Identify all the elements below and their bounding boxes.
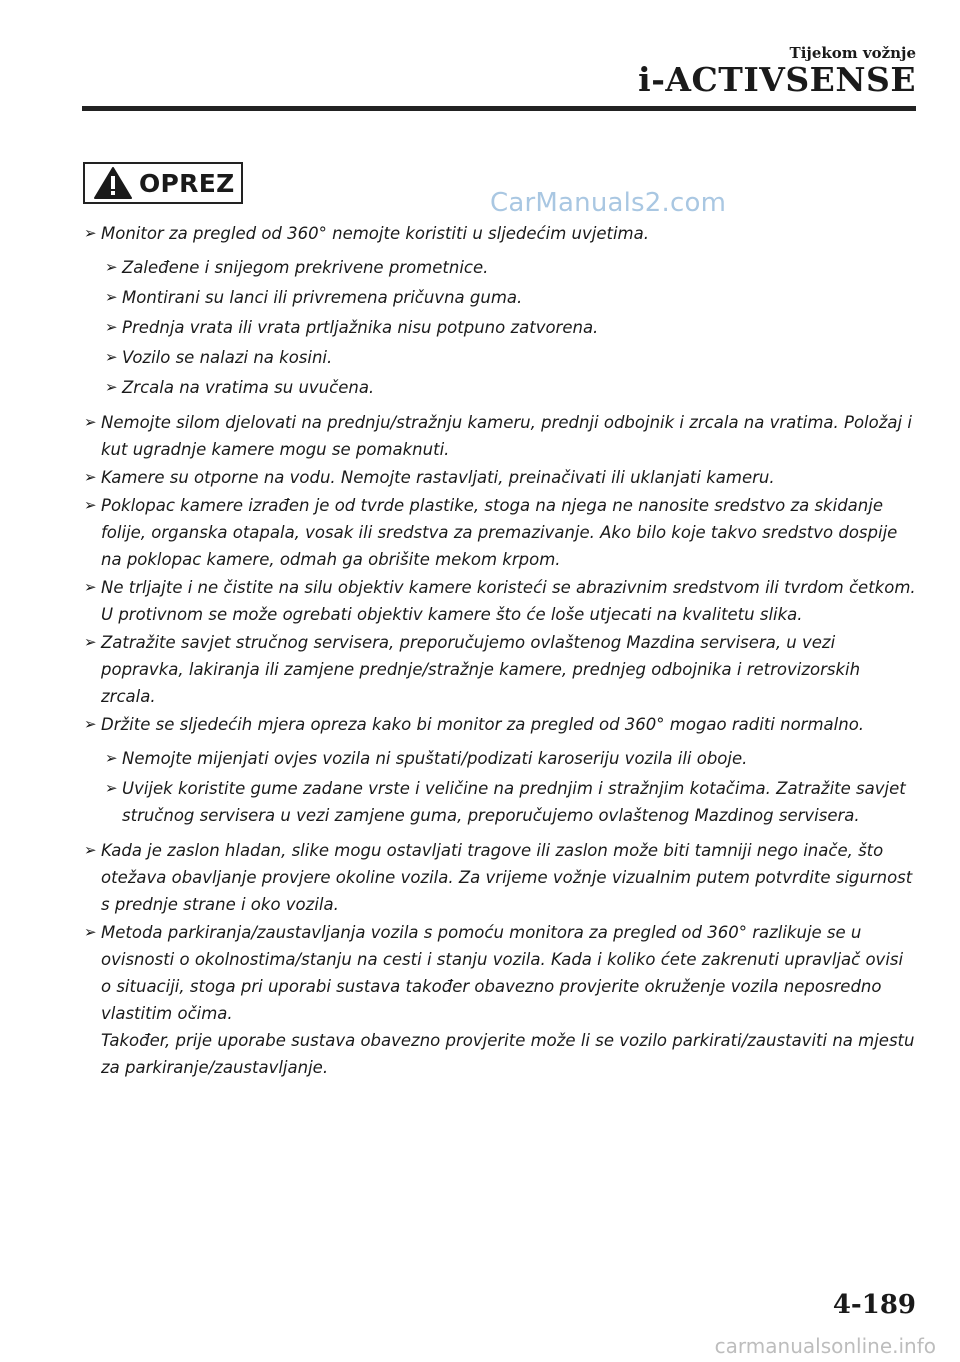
arrow-bullet-icon: ➢ (84, 496, 97, 514)
sub-list (84, 745, 916, 829)
bullet-text: Zatražite savjet stručnog servisera, preporučujemo ovlaštenog Mazdina servisera, u vezi popravka, lakiranja ili zamjene prednje/stražnje kamere, prednjeg odbojnika i retrovizorskih zrcala. (101, 633, 861, 706)
arrow-bullet-icon: ➢ (84, 633, 97, 651)
sub-bullet-item (105, 344, 916, 371)
bullet-item (84, 629, 916, 710)
bullet-text: Monitor za pregled od 360° nemojte koristiti u sljedećim uvjetima. (101, 224, 649, 243)
arrow-bullet-icon: ➢ (84, 841, 97, 859)
arrow-bullet-icon: ➢ (105, 258, 118, 276)
bullet-text: Metoda parkiranja/zaustavljanja vozila s pomoću monitora za pregled od 360° razlikuje se u ovisnosti o okolnostima/stanju na cesti i stanju vozila. Kada i koliko ćete zakrenuti upravljač ovisi o situaciji, stoga pri uporabi sustava također obavezno provjerite okruženje vozila neposredno vlastitim očima. (101, 923, 904, 1023)
bullet-text: Kada je zaslon hladan, slike mogu ostavljati tragove ili zaslon može biti tamniji nego inače, što otežava obavljanje provjere okoline vozila. Za vrijeme vožnje vizualnim putem potvrdite sigurnost s prednje strane i oko vozila. (101, 841, 913, 914)
bullet-text: Držite se sljedećih mjera opreza kako bi monitor za pregled od 360° mogao raditi normalno. (101, 715, 865, 734)
sub-bullet-text: Zaleđene i snijegom prekrivene prometnice. (122, 258, 489, 277)
sub-bullet-item (105, 254, 916, 281)
header-rule (82, 106, 916, 111)
bullet-item (84, 492, 916, 573)
sub-bullet-text: Montirani su lanci ili privremena pričuvna guma. (122, 288, 523, 307)
arrow-bullet-icon: ➢ (105, 348, 118, 366)
arrow-bullet-icon: ➢ (84, 224, 97, 242)
arrow-bullet-icon: ➢ (84, 413, 97, 431)
sub-bullet-text: Uvijek koristite gume zadane vrste i veličine na prednjim i stražnjim kotačima. Zatražite savjet stručnog servisera u vezi zamjene guma, preporučujemo ovlaštenog Mazdinog servisera. (122, 779, 906, 825)
warning-triangle-icon (93, 166, 133, 200)
watermark: CarManuals2.com (490, 188, 727, 218)
caution-label: OPREZ (139, 168, 235, 198)
bullet-item (84, 220, 916, 247)
bullet-item (84, 464, 916, 491)
footer-watermark: carmanualsonline.info (714, 1334, 936, 1358)
caution-content (84, 220, 916, 1082)
bullet-text: Ne trljajte i ne čistite na silu objektiv kamere koristeći se abrazivnim sredstvom ili tvrdom četkom. U protivnom se može ogrebati objektiv kamere što će loše utjecati na kvalitetu slika. (101, 578, 916, 624)
sub-list (84, 254, 916, 401)
bullet-item (84, 919, 916, 1081)
caution-box (83, 162, 243, 204)
sub-bullet-item (105, 314, 916, 341)
arrow-bullet-icon: ➢ (84, 468, 97, 486)
section-title: Tijekom vožnje (789, 44, 916, 62)
sub-bullet-item (105, 374, 916, 401)
sub-bullet-item (105, 284, 916, 311)
arrow-bullet-icon: ➢ (105, 288, 118, 306)
bullet-text: Nemojte silom djelovati na prednju/stražnju kameru, prednji odbojnik i zrcala na vratima. Položaj i kut ugradnje kamere mogu se pomaknuti. (101, 413, 912, 459)
arrow-bullet-icon: ➢ (84, 923, 97, 941)
bullet-text: Kamere su otporne na vodu. Nemojte rastavljati, preinačivati ili uklanjati kameru. (101, 468, 775, 487)
bullet-item (84, 409, 916, 463)
arrow-bullet-icon: ➢ (105, 779, 118, 797)
bullet-text: Poklopac kamere izrađen je od tvrde plastike, stoga na njega ne nanosite sredstvo za skidanje folije, organska otapala, vosak ili sredstva za premazivanje. Ako bilo koje takvo sredstvo dospije na poklopac kamere, odmah ga obrišite mekom krpom. (101, 496, 898, 569)
page-number: 4-189 (832, 1290, 916, 1320)
bullet-item (84, 711, 916, 738)
arrow-bullet-icon: ➢ (84, 715, 97, 733)
bullet-item (84, 837, 916, 918)
bullet-text-continuation: Također, prije uporabe sustava obavezno provjerite može li se vozilo parkirati/zaustaviti na mjestu za parkiranje/zaustavljanje. (101, 1031, 915, 1077)
sub-bullet-text: Vozilo se nalazi na kosini. (122, 348, 333, 367)
chapter-title: i-ACTIVSENSE (638, 60, 916, 99)
sub-bullet-text: Nemojte mijenjati ovjes vozila ni spuštati/podizati karoseriju vozila ili oboje. (122, 749, 748, 768)
sub-bullet-item (105, 745, 916, 772)
sub-bullet-text: Zrcala na vratima su uvučena. (122, 378, 375, 397)
arrow-bullet-icon: ➢ (84, 578, 97, 596)
arrow-bullet-icon: ➢ (105, 378, 118, 396)
bullet-item (84, 574, 916, 628)
sub-bullet-item (105, 775, 916, 829)
sub-bullet-text: Prednja vrata ili vrata prtljažnika nisu potpuno zatvorena. (122, 318, 599, 337)
arrow-bullet-icon: ➢ (105, 749, 118, 767)
arrow-bullet-icon: ➢ (105, 318, 118, 336)
